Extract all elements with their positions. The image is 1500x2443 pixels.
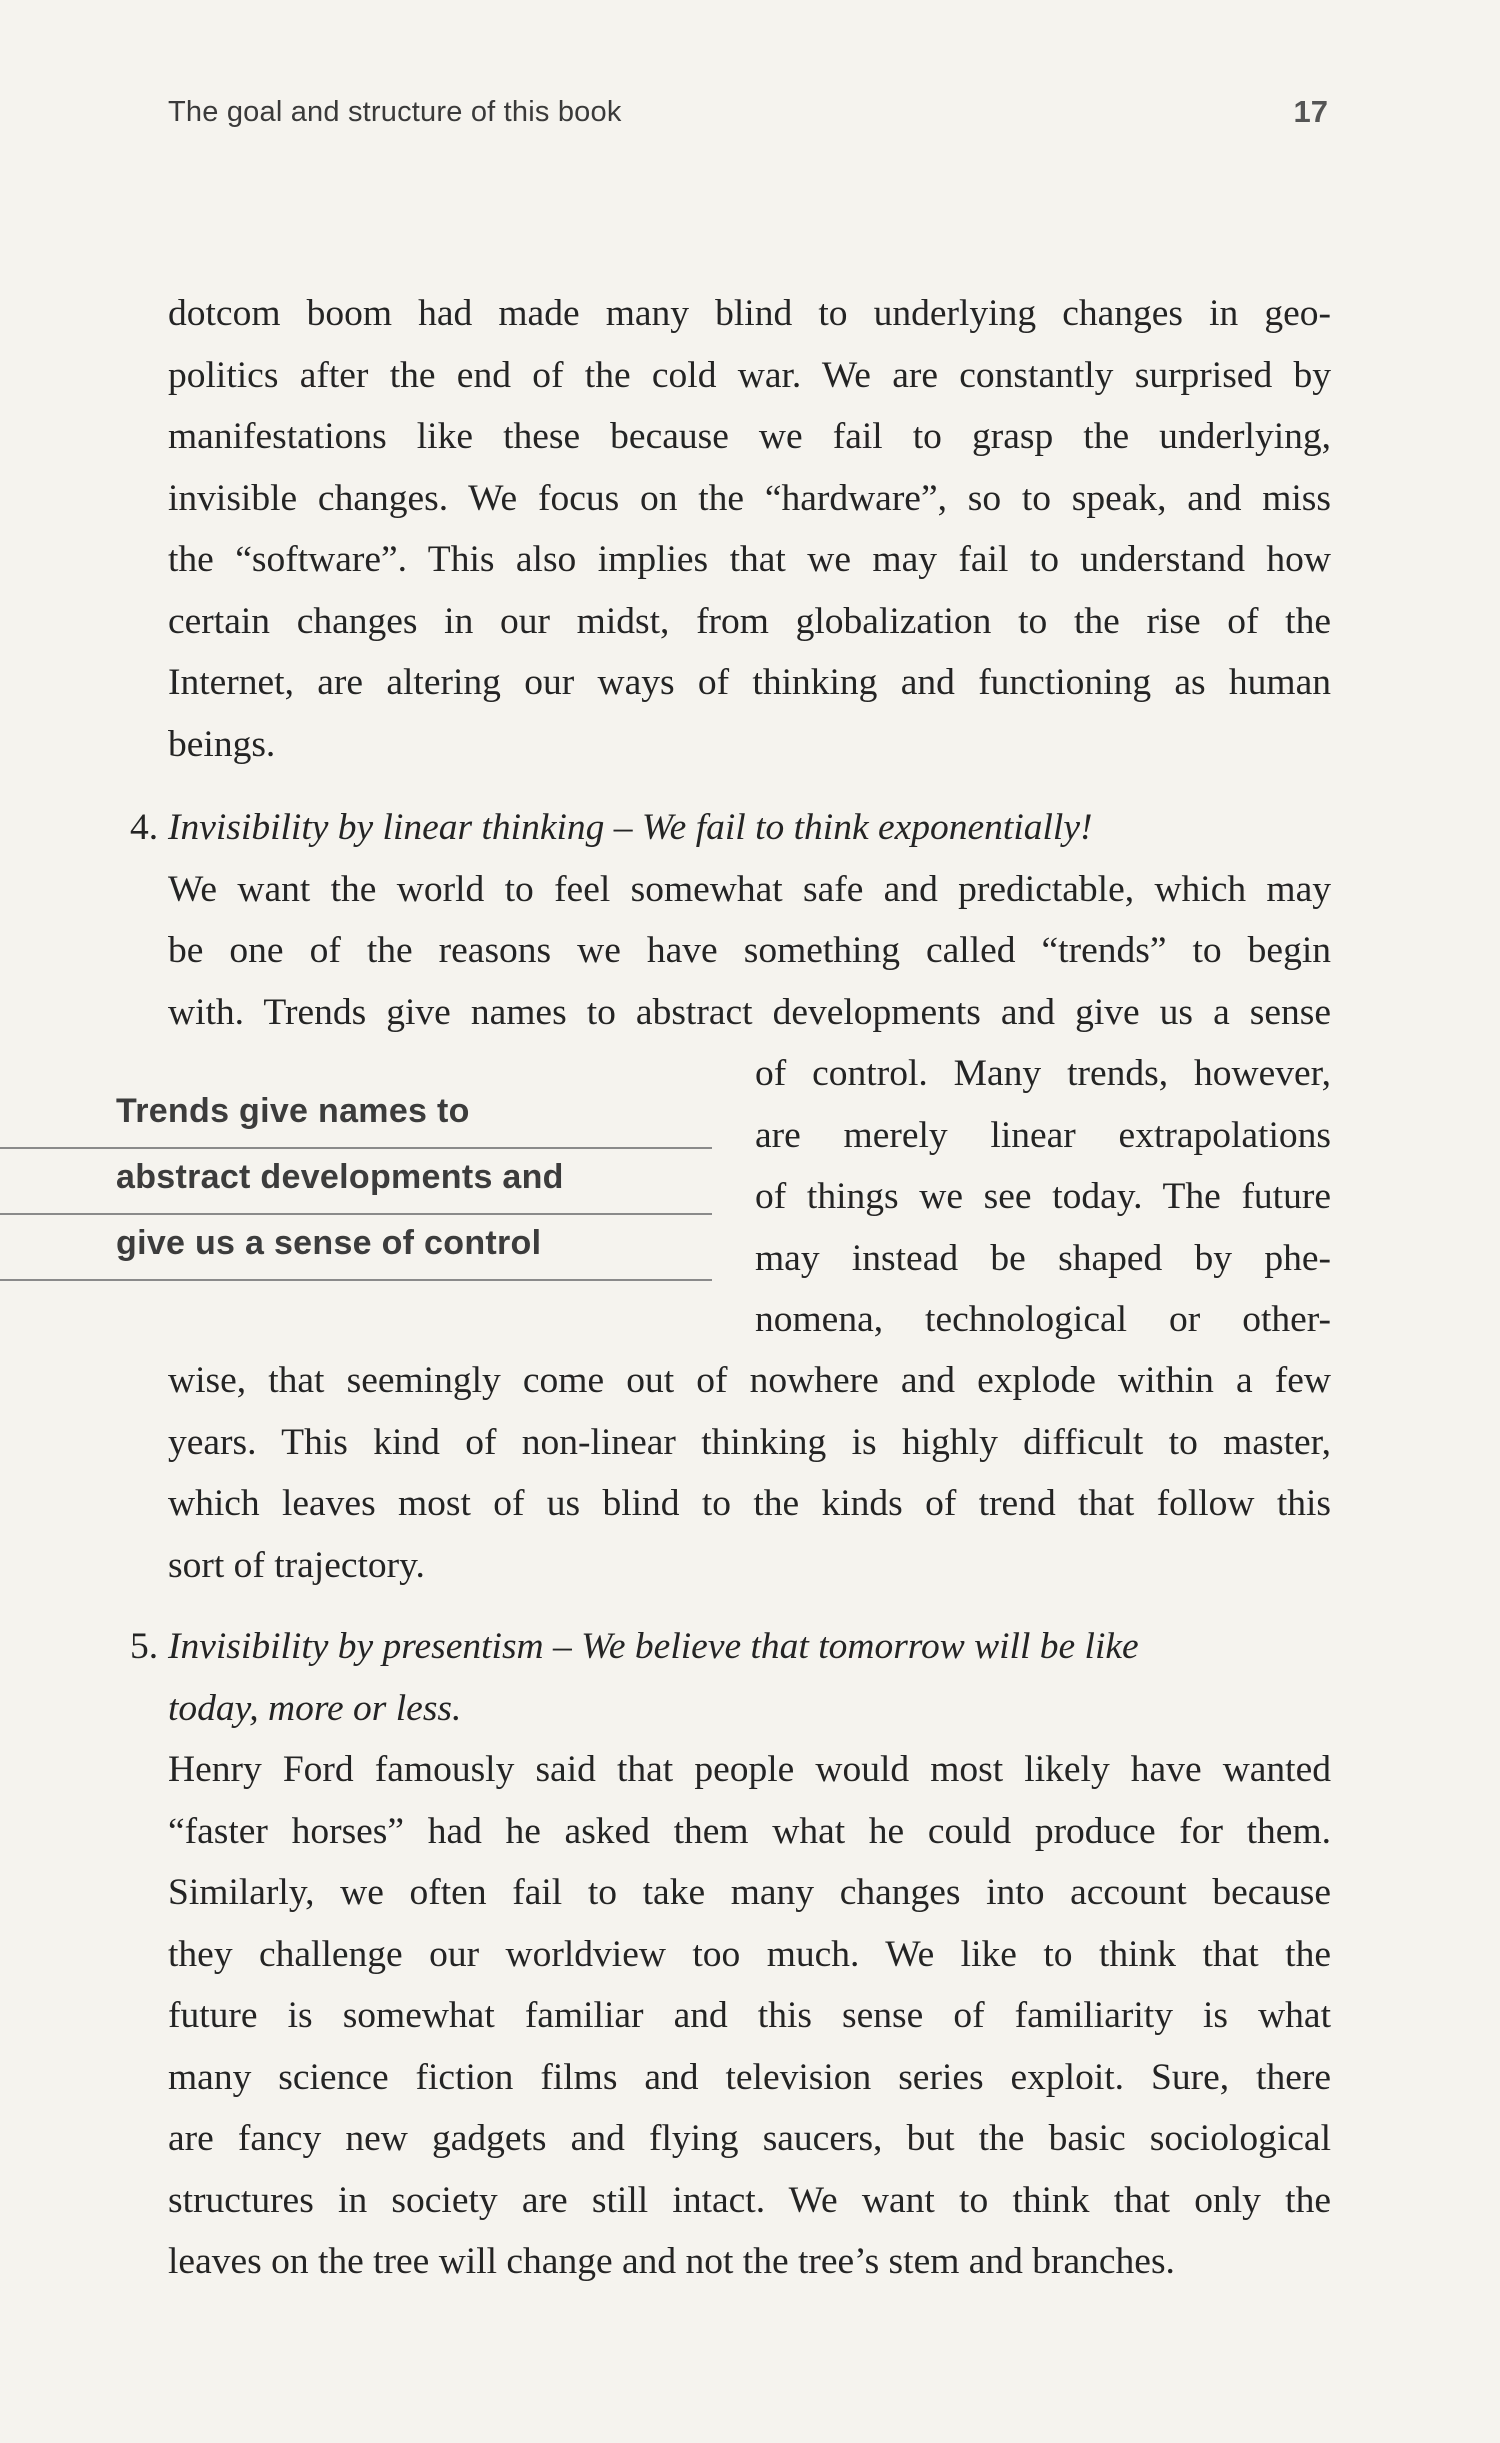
list-heading: Invisibility by presentism – We believe that tomorrow will be like <box>168 1626 1139 1667</box>
page-number: 17 <box>1293 94 1328 129</box>
text-line: may instead be shaped by phe- <box>755 1237 1331 1279</box>
text-line: manifestations like these because we fail to grasp the underlying, <box>168 416 1331 457</box>
list-item-5 <box>130 1616 1331 2293</box>
text-line: are merely linear extrapolations <box>755 1114 1331 1156</box>
pull-quote-line: Trends give names to <box>0 1083 712 1149</box>
pull-quote <box>0 1083 712 1281</box>
text-line: they challenge our worldview too much. We like to think that the <box>168 1933 1331 1975</box>
text-line: dotcom boom had made many blind to underlying changes in geo- <box>168 293 1331 334</box>
text-line: beings. <box>168 723 276 765</box>
text-line: certain changes in our midst, from globalization to the rise of the <box>168 600 1331 642</box>
text-line: structures in society are still intact. We want to think that only the <box>168 2179 1331 2221</box>
text-line: which leaves most of us blind to the kinds of trend that follow this <box>168 1483 1331 1524</box>
text-line: future is somewhat familiar and this sense of familiarity is what <box>168 1995 1331 2036</box>
text-line: nomena, technological or other- <box>755 1299 1331 1340</box>
list-item-4 <box>130 797 1331 1043</box>
running-title: The goal and structure of this book <box>168 96 622 128</box>
text-line: of control. Many trends, however, <box>755 1053 1331 1094</box>
pull-quote-line: abstract developments and <box>0 1149 712 1215</box>
text-line: sort of trajectory. <box>168 1544 425 1586</box>
paragraph-continuation <box>168 283 1331 775</box>
text-line: of things we see today. The future <box>755 1176 1331 1217</box>
text-line: leaves on the tree will change and not the tree’s stem and branches. <box>168 2241 1175 2282</box>
list-heading: today, more or less. <box>168 1687 462 1729</box>
text-line: politics after the end of the cold war. We are constantly surprised by <box>168 354 1331 396</box>
text-line: years. This kind of non-linear thinking is highly difficult to master, <box>168 1421 1331 1463</box>
text-line: be one of the reasons we have something called “trends” to begin <box>168 930 1331 971</box>
list-heading: Invisibility by linear thinking – We fail to think exponentially! <box>168 807 1093 848</box>
text-line: “faster horses” had he asked them what he could produce for them. <box>168 1810 1331 1852</box>
running-head <box>168 96 1328 136</box>
text-line: many science fiction films and television series exploit. Sure, there <box>168 2056 1331 2098</box>
text-line: invisible changes. We focus on the “hardware”, so to speak, and miss <box>168 477 1331 519</box>
text-line: with. Trends give names to abstract developments and give us a sense <box>168 991 1331 1033</box>
text-line: the “software”. This also implies that we may fail to understand how <box>168 539 1331 580</box>
pull-quote-line: give us a sense of control <box>0 1215 712 1281</box>
text-line: We want the world to feel somewhat safe and predictable, which may <box>168 868 1331 910</box>
text-line: wise, that seemingly come out of nowhere and explode within a few <box>168 1360 1331 1401</box>
text-line: Similarly, we often fail to take many changes into account because <box>168 1872 1331 1913</box>
text-line: Internet, are altering our ways of thinking and functioning as human <box>168 662 1331 703</box>
list-number: 4. <box>130 807 159 848</box>
list-number: 5. <box>130 1626 159 1667</box>
wrapped-text <box>755 1043 1331 1351</box>
text-line: Henry Ford famously said that people would most likely have wanted <box>168 1749 1331 1790</box>
paragraph-after-pullquote <box>168 1350 1331 1596</box>
text-line: are fancy new gadgets and flying saucers, but the basic sociological <box>168 2118 1331 2159</box>
